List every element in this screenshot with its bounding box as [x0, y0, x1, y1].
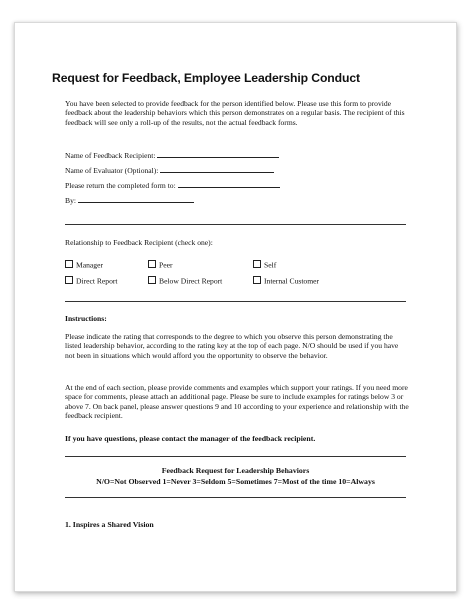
rating-key: N/O=Not Observed 1=Never 3=Seldom 5=Sometimes 7=Most of the time 10=Always: [96, 477, 375, 486]
recipient-input-line[interactable]: [157, 150, 279, 158]
checkbox-icon: [65, 260, 73, 268]
checkbox-below-direct-report[interactable]: Below Direct Report: [148, 276, 222, 286]
return-to-label: Please return the completed form to:: [65, 181, 176, 190]
instructions-heading: Instructions:: [65, 314, 107, 323]
evaluator-input-line[interactable]: [160, 165, 274, 173]
instructions-paragraph-2: At the end of each section, please provide comments and examples which support your ratings. If you need more space for comments, please attach an additional page. Please be sure to include examples for ratings below 3 or above 7. On back panel, please answer questions 9 and 10 according to your experience and relationship with the feedback recipient.: [65, 383, 409, 420]
section-heading: 1. Inspires a Shared Vision: [65, 520, 154, 529]
checkbox-icon: [253, 260, 261, 268]
checkbox-icon: [253, 276, 261, 284]
evaluator-field: [65, 165, 274, 175]
divider: [65, 497, 406, 498]
by-field: [65, 195, 194, 205]
questions-note: If you have questions, please contact the manager of the feedback recipient.: [65, 434, 316, 443]
evaluator-label: Name of Evaluator (Optional):: [65, 166, 159, 175]
feedback-request-title: Feedback Request for Leadership Behaviors: [161, 466, 310, 475]
checkbox-icon: [148, 260, 156, 268]
relationship-label: Relationship to Feedback Recipient (check one):: [65, 238, 213, 247]
checkbox-internal-customer[interactable]: Internal Customer: [253, 276, 319, 286]
intro-paragraph: You have been selected to provide feedback for the person identified below. Please use this form to provide feedback about the leadership behaviors which this person demonstrates on a regular basis. The recipient of this feedback will see only a roll-up of the results, not the actual feedback forms.: [65, 99, 405, 127]
recipient-label: Name of Feedback Recipient:: [65, 151, 156, 160]
return-to-field: [65, 180, 280, 190]
divider: [65, 301, 406, 302]
instructions-paragraph-1: Please indicate the rating that corresponds to the degree to which you observe this person demonstrating the listed leadership behavior, according to the rating key at the top of each page. N/O should be used if you have not been in situations which would afford you the opportunity to observe the behavior.: [65, 332, 399, 360]
checkbox-peer[interactable]: Peer: [148, 260, 173, 270]
checkbox-icon: [148, 276, 156, 284]
by-input-line[interactable]: [78, 195, 194, 203]
return-to-input-line[interactable]: [178, 180, 280, 188]
divider: [65, 456, 406, 457]
recipient-field: [65, 150, 279, 160]
checkbox-direct-report[interactable]: Direct Report: [65, 276, 118, 286]
page-title: Request for Feedback, Employee Leadership Conduct: [52, 71, 360, 85]
divider: [65, 224, 406, 225]
checkbox-manager[interactable]: Manager: [65, 260, 103, 270]
checkbox-self[interactable]: Self: [253, 260, 276, 270]
by-label: By:: [65, 196, 76, 205]
checkbox-icon: [65, 276, 73, 284]
